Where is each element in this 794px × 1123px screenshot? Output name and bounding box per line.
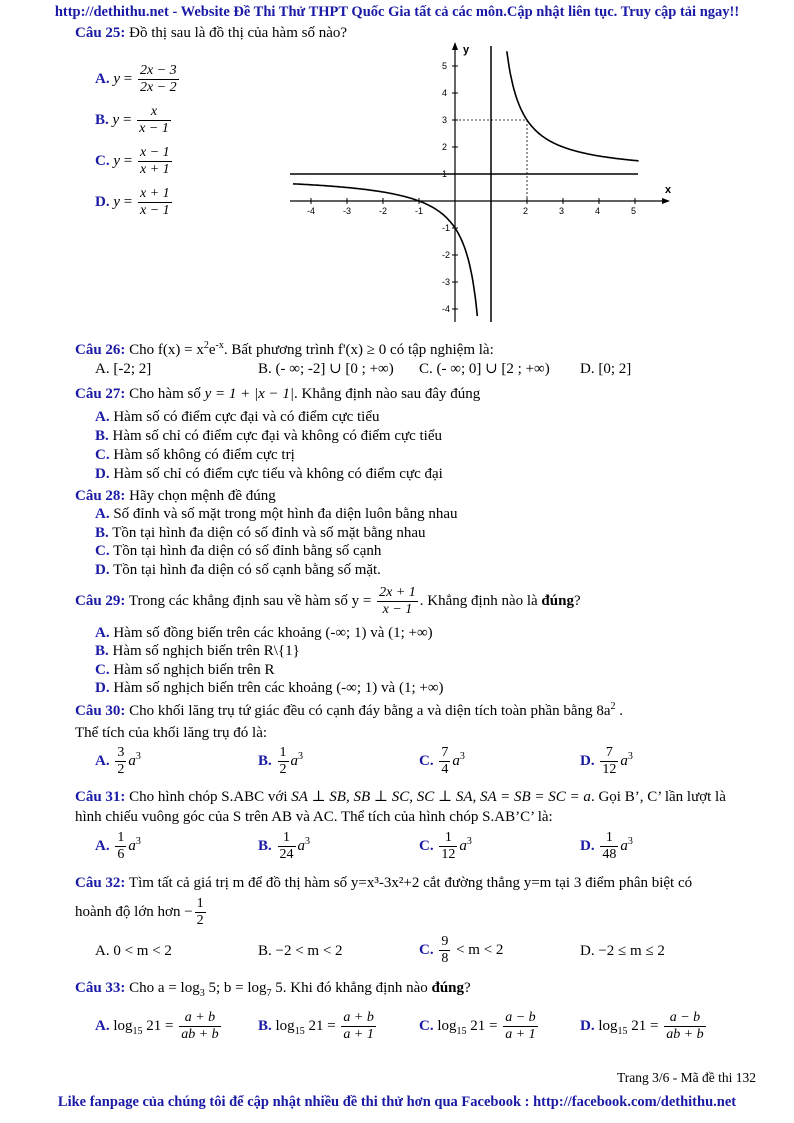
question-31: Câu 31: Cho hình chóp S.ABC với SA ⊥ SB, SB ⊥ SC, SC ⊥ SA, SA = SB = SC = a. Gọi B’, C’ lần lượt là [75, 789, 726, 805]
q33-option-b[interactable]: B. $\log_{15} 21$ = $\frac{a + b}{a + 1}$ [258, 1010, 374, 1042]
q27-option-d[interactable]: D. Hàm số chỉ có điểm cực tiểu và không có điểm cực đại [95, 466, 443, 482]
y-tick-label: 3 [442, 115, 448, 125]
q27-option-b[interactable]: B. Hàm số chỉ có điểm cực đại và không có điểm cực tiểu [95, 428, 443, 444]
q32-option-d[interactable]: D. −2 ≤ m ≤ 2 [580, 943, 665, 959]
q25-option-a[interactable]: A. y = $\frac{2x - 3}{2x - 2}$ [95, 63, 177, 95]
question-26: Câu 26: Cho $f(x) = x^2e^{-x}$. Bất phương trình f'(x) ≥ 0 có tập nghiệm là: [75, 340, 494, 358]
x-tick-label: 3 [559, 206, 565, 216]
question-30: Câu 30: Cho khối lăng trụ tứ giác đều có cạnh đáy bằng a và diện tích toàn phần bằng $8a^2$ . [75, 701, 623, 719]
q31-option-d[interactable]: D. $\frac{1}{48}$ $a^3$ [580, 830, 633, 862]
x-axis-label: x [665, 184, 672, 196]
question-label: Câu 28: [75, 488, 126, 504]
q25-option-c[interactable]: C. y = $\frac{x - 1}{x + 1}$ [95, 145, 170, 177]
question-27: Câu 27: Cho hàm số y = 1 + |x − 1|. Khẳng định nào sau đây đúng [75, 386, 481, 402]
question-31-line2: hình chiếu vuông góc của S trên AB và AC. Thể tích của hình chóp S.AB’C’ là: [75, 809, 553, 825]
question-label: Câu 32: [75, 875, 126, 891]
question-label: Câu 25: [75, 25, 126, 41]
x-tick-label: -2 [379, 206, 388, 216]
y-tick-label: 4 [442, 88, 448, 98]
q28-option-d[interactable]: D. Tồn tại hình đa diện có số cạnh bằng số mặt. [95, 562, 381, 578]
question-32: Câu 32: Tìm tất cả giá trị m để đồ thị hàm số y=x³-3x²+2 cắt đường thẳng y=m tại 3 điểm phân biệt có [75, 875, 693, 891]
y-tick-label: -4 [442, 304, 451, 314]
question-label: Câu 26: [75, 342, 126, 358]
function-graph [290, 40, 670, 325]
q29-option-b[interactable]: B. Hàm số nghịch biến trên R\{1} [95, 643, 300, 659]
q27-option-a[interactable]: A. Hàm số có điểm cực đại và có điểm cực tiểu [95, 409, 380, 425]
q33-option-a[interactable]: A. $\log_{15} 21$ = $\frac{a + b}{ab + b}$ [95, 1010, 219, 1042]
q32-option-c[interactable]: C. $\frac{9}{8}$ < m < 2 [419, 934, 504, 966]
q32-option-b[interactable]: B. −2 < m < 2 [258, 943, 343, 959]
x-tick-label: 5 [631, 206, 637, 216]
y-tick-label: -2 [442, 250, 451, 260]
q28-option-b[interactable]: B. Tồn tại hình đa diện có số đỉnh và số mặt bằng nhau [95, 525, 426, 541]
y-tick-label: -3 [442, 277, 451, 287]
q30-option-d[interactable]: D. $\frac{7}{12}$ $a^3$ [580, 745, 633, 777]
q26-option-b[interactable]: B. (- ∞; -2] ∪ [0 ; +∞) [258, 361, 394, 377]
site-footer[interactable]: Like fanpage của chúng tôi để cập nhật nhiều đề thi thử hơn qua Facebook : http://facebook.com/dethithu.net [57, 1094, 737, 1110]
site-header[interactable]: http://dethithu.net - Website Đề Thi Thử THPT Quốc Gia tất cả các môn.Cập nhật liên tục. Truy cập tải ngay!! [54, 4, 740, 20]
y-tick-label: 2 [442, 142, 448, 152]
q29-option-a[interactable]: A. Hàm số đồng biến trên các khoảng (-∞; 1) và (1; +∞) [95, 625, 433, 641]
question-label: Câu 30: [75, 703, 126, 719]
q29-option-d[interactable]: D. Hàm số nghịch biến trên các khoảng (-∞; 1) và (1; +∞) [95, 680, 444, 696]
q27-option-c[interactable]: C. Hàm số không có điểm cực trị [95, 447, 295, 463]
y-tick-label: 5 [442, 61, 448, 71]
y-axis-label: y [463, 44, 470, 56]
q26-option-a[interactable]: A. [-2; 2] [95, 361, 152, 377]
y-tick-label: 1 [442, 169, 448, 179]
question-32-line2: hoành độ lớn hơn − $\frac{1}{2}$ [75, 896, 204, 928]
y-tick-label: -1 [442, 223, 451, 233]
q33-option-d[interactable]: D. $\log_{15} 21$ = $\frac{a - b}{ab + b}$ [580, 1010, 704, 1042]
question-label: Câu 29: [75, 592, 126, 609]
q33-option-c[interactable]: C. $\log_{15} 21$ = $\frac{a - b}{a + 1}$ [419, 1010, 536, 1042]
q26-option-d[interactable]: D. [0; 2] [580, 361, 632, 377]
q30-option-b[interactable]: B. $\frac{1}{2}$ $a^3$ [258, 745, 304, 777]
q31-option-b[interactable]: B. $\frac{1}{24}$ $a^3$ [258, 830, 311, 862]
x-tick-label: 2 [523, 206, 529, 216]
q29-option-c[interactable]: C. Hàm số nghịch biến trên R [95, 662, 275, 678]
q26-option-c[interactable]: C. (- ∞; 0] ∪ [2 ; +∞) [419, 361, 550, 377]
question-label: Câu 33: [75, 980, 126, 996]
question-label: Câu 27: [75, 386, 126, 402]
question-label: Câu 31: [75, 789, 126, 805]
q28-option-a[interactable]: A. Số đỉnh và số mặt trong một hình đa diện luôn bằng nhau [95, 506, 458, 522]
page-number: Trang 3/6 - Mã đề thi 132 [617, 1070, 756, 1085]
question-28: Câu 28: Hãy chọn mệnh đề đúng [75, 488, 276, 504]
curve-right-branch [507, 51, 639, 161]
x-axis-arrow [662, 198, 670, 204]
question-33: Câu 33: Cho $a = \log_3 5$; $b = \log_7 5$. Khi đó khẳng định nào đúng? [75, 980, 471, 999]
x-tick-label: -1 [415, 206, 424, 216]
x-tick-label: -4 [307, 206, 316, 216]
q28-option-c[interactable]: C. Tồn tại hình đa diện có số đỉnh bằng số cạnh [95, 543, 382, 559]
y-axis-arrow [452, 42, 458, 50]
x-tick-label: 4 [595, 206, 601, 216]
question-29: Câu 29: Trong các khẳng định sau về hàm số y = $\frac{2x + 1}{x - 1}$ . Khẳng định nào là đúng? [75, 585, 581, 617]
x-tick-label: -3 [343, 206, 352, 216]
q31-option-c[interactable]: C. $\frac{1}{12}$ $a^3$ [419, 830, 472, 862]
question-text: Đồ thị sau là đồ thị của hàm số nào? [125, 25, 348, 41]
q25-option-d[interactable]: D. y = $\frac{x + 1}{x - 1}$ [95, 186, 170, 218]
question-30-line2: Thể tích của khối lăng trụ đó là: [75, 725, 268, 741]
q32-option-a[interactable]: A. 0 < m < 2 [95, 943, 172, 959]
q31-option-a[interactable]: A. $\frac{1}{6}$ $a^3$ [95, 830, 141, 862]
q30-option-c[interactable]: C. $\frac{7}{4}$ $a^3$ [419, 745, 465, 777]
q25-option-b[interactable]: B. y = $\frac{x}{x - 1}$ [95, 104, 169, 136]
q30-option-a[interactable]: A. $\frac{3}{2}$ $a^3$ [95, 745, 141, 777]
